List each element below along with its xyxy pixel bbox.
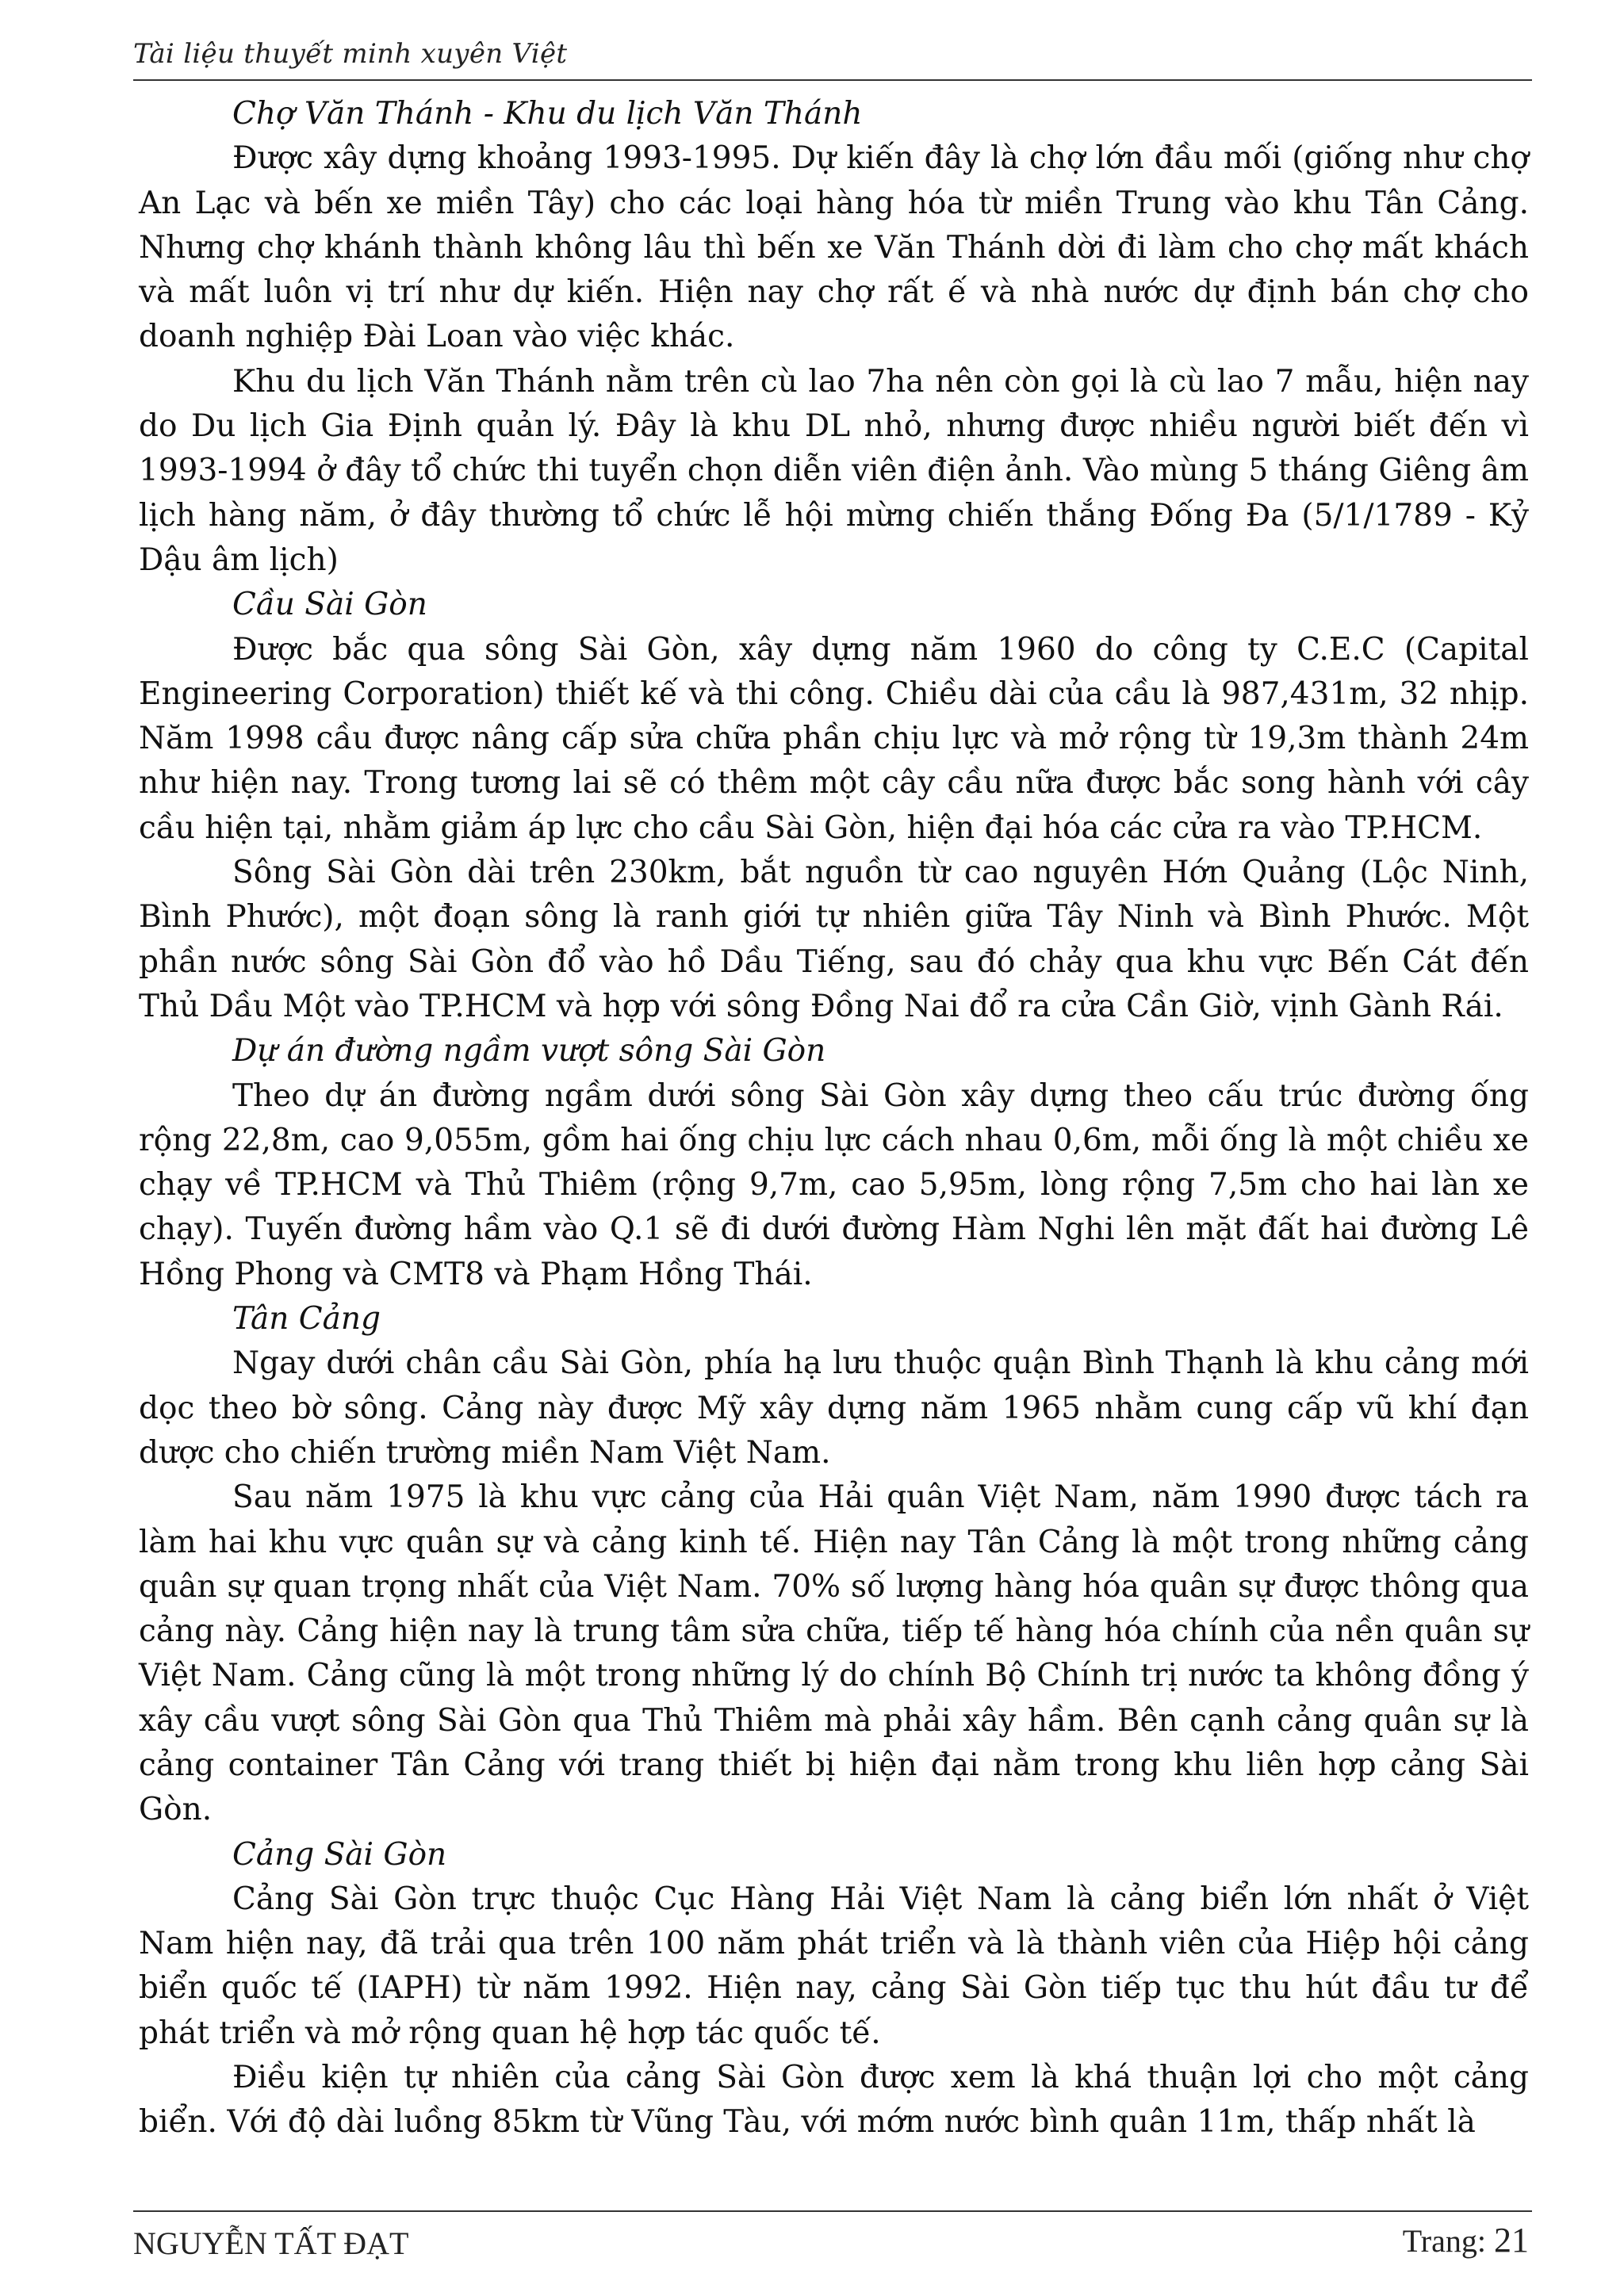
page-number: 21 <box>1494 2221 1529 2260</box>
page-indicator <box>1403 2220 1529 2260</box>
section-heading: Cảng Sài Gòn <box>232 1836 447 1873</box>
paragraph: Điều kiện tự nhiên của cảng Sài Gòn được xem là khá thuận lợi cho một cảng biển. Với độ dài luồng 85km từ Vũng Tàu, với mớm nước bình quân 11m, thấp nhất là <box>139 2060 1529 2141</box>
section-heading: Chợ Văn Thánh - Khu du lịch Văn Thánh <box>232 96 863 132</box>
section-heading: Dự án đường ngầm vượt sông Sài Gòn <box>232 1033 826 1070</box>
body-text <box>139 92 1529 2145</box>
footer-author: NGUYỄN TẤT ĐẠT <box>133 2225 409 2261</box>
footer-divider <box>133 2210 1532 2212</box>
paragraph: Khu du lịch Văn Thánh nằm trên cù lao 7ha nên còn gọi là cù lao 7 mẫu, hiện nay do Du lịch Gia Định quản lý. Đây là khu DL nhỏ, nhưng được nhiều người biết đến vì 1993-1994 ở đây tổ chức thi tuyển chọn diễn viên điện ảnh. Vào mùng 5 tháng Giêng âm lịch hàng năm, ở đây thường tổ chức lễ hội mừng chiến thắng Đống Đa (5/1/1789 - Kỷ Dậu âm lịch) <box>139 363 1529 578</box>
section-heading: Tân Cảng <box>232 1301 381 1337</box>
page-label: Trang: <box>1402 2223 1486 2259</box>
header-divider <box>133 79 1532 81</box>
paragraph: Cảng Sài Gòn trực thuộc Cục Hàng Hải Việt Nam là cảng biển lớn nhất ở Việt Nam hiện nay, đã trải qua trên 100 năm phát triển và là thành viên của Hiệp hội cảng biển quốc tế (IAPH) từ năm 1992. Hiện nay, cảng Sài Gòn tiếp tục thu hút đầu tư để phát triển và mở rộng quan hệ hợp tác quốc tế. <box>139 1881 1529 2051</box>
paragraph: Sau năm 1975 là khu vực cảng của Hải quân Việt Nam, năm 1990 được tách ra làm hai khu vực quân sự và cảng kinh tế. Hiện nay Tân Cảng là một trong những cảng quân sự quan trọng nhất của Việt Nam. 70% số lượng hàng hóa quân sự được thông qua cảng này. Cảng hiện nay là trung tâm sửa chữa, tiếp tế hàng hóa chính của nền quân sự Việt Nam. Cảng cũng là một trong những lý do chính Bộ Chính trị nước ta không đồng ý xây cầu vượt sông Sài Gòn qua Thủ Thiêm mà phải xây hầm. Bên cạnh cảng quân sự là cảng container Tân Cảng với trang thiết bị hiện đại nằm trong khu liên hợp cảng Sài Gòn. <box>139 1479 1529 1828</box>
paragraph: Được xây dựng khoảng 1993-1995. Dự kiến đây là chợ lớn đầu mối (giống như chợ An Lạc và bến xe miền Tây) cho các loại hàng hóa từ miền Trung vào khu Tân Cảng. Nhưng chợ khánh thành không lâu thì bến xe Văn Thánh dời đi làm cho chợ mất khách và mất luôn vị trí như dự kiến. Hiện nay chợ rất ế và nhà nước dự định bán chợ cho doanh nghiệp Đài Loan vào việc khác. <box>139 140 1529 355</box>
paragraph: Theo dự án đường ngầm dưới sông Sài Gòn xây dựng theo cấu trúc đường ống rộng 22,8m, cao 9,055m, gồm hai ống chịu lực cách nhau 0,6m, mỗi ống là một chiều xe chạy về TP.HCM và Thủ Thiêm (rộng 9,7m, cao 5,95m, lòng rộng 7,5m cho hai làn xe chạy). Tuyến đường hầm vào Q.1 sẽ đi dưới đường Hàm Nghi lên mặt đất hai đường Lê Hồng Phong và CMT8 và Phạm Hồng Thái. <box>139 1077 1529 1292</box>
paragraph: Ngay dưới chân cầu Sài Gòn, phía hạ lưu thuộc quận Bình Thạnh là khu cảng mới dọc theo bờ sông. Cảng này được Mỹ xây dựng năm 1965 nhằm cung cấp vũ khí đạn dược cho chiến trường miền Nam Việt Nam. <box>139 1345 1529 1471</box>
paragraph: Được bắc qua sông Sài Gòn, xây dựng năm 1960 do công ty C.E.C (Capital Engineering Corporation) thiết kế và thi công. Chiều dài của cầu là 987,431m, 32 nhịp. Năm 1998 cầu được nâng cấp sửa chữa phần chịu lực và mở rộng từ 19,3m thành 24m như hiện nay. Trong tương lai sẽ có thêm một cây cầu nữa được bắc song hành với cây cầu hiện tại, nhằm giảm áp lực cho cầu Sài Gòn, hiện đại hóa các cửa ra vào TP.HCM. <box>139 631 1529 846</box>
running-header-title: Tài liệu thuyết minh xuyên Việt <box>133 38 568 70</box>
section-heading: Cầu Sài Gòn <box>232 587 427 623</box>
paragraph: Sông Sài Gòn dài trên 230km, bắt nguồn từ cao nguyên Hớn Quảng (Lộc Ninh, Bình Phước), một đoạn sông là ranh giới tự nhiên giữa Tây Ninh và Bình Phước. Một phần nước sông Sài Gòn đổ vào hồ Dầu Tiếng, sau đó chảy qua khu vực Bến Cát đến Thủ Dầu Một vào TP.HCM và hợp với sông Đồng Nai đổ ra cửa Cần Giờ, vịnh Gành Rái. <box>139 855 1529 1024</box>
